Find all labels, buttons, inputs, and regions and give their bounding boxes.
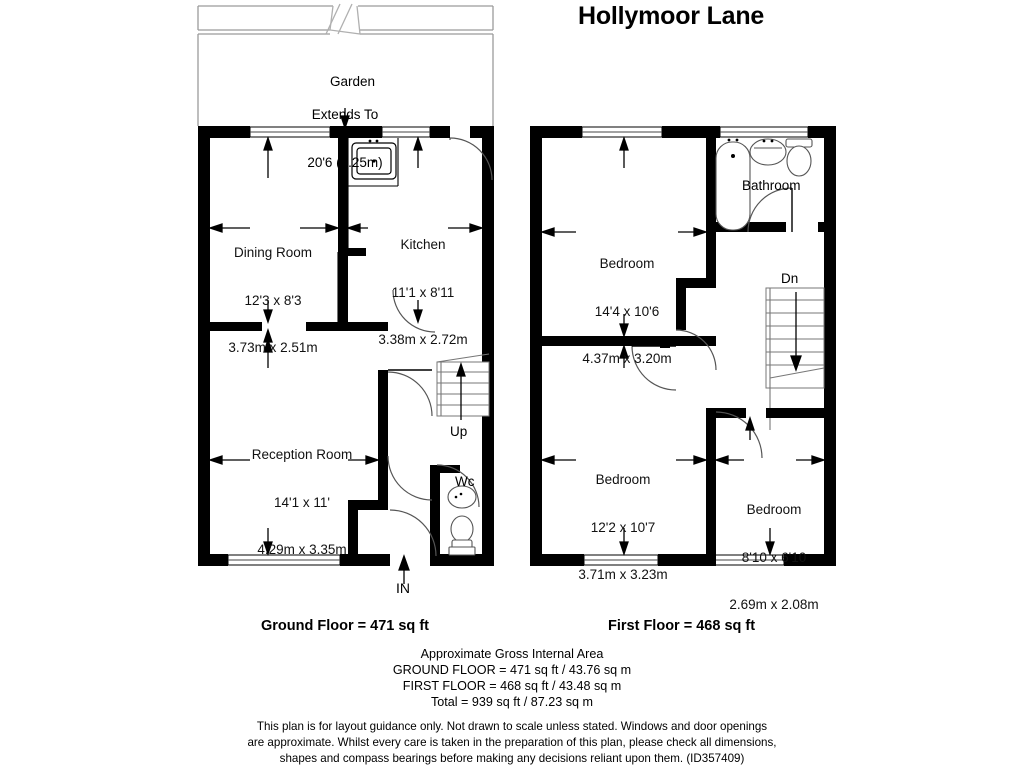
bathroom-sink: [750, 139, 786, 165]
room-label-kitchen: [348, 205, 498, 380]
room-dimension-imperial: 14'1 x 11': [274, 494, 330, 510]
area-summary: [0, 646, 1024, 710]
door-entrance: [390, 510, 436, 556]
disclaimer-line-2: are approximate. Whilst every care is taken in the preparation of this plan, please check all dimensions,: [247, 735, 777, 749]
room-name: Kitchen: [400, 236, 446, 252]
ground-floor-area-label: Ground Floor = 471 sq ft: [261, 618, 429, 634]
wc-fixtures: [448, 486, 476, 555]
room-dimension-metric: 3.71m x 3.23m: [578, 567, 668, 583]
garden-extent-label: [265, 58, 425, 204]
room-name: Dining Room: [233, 244, 313, 260]
disclaimer: [0, 719, 1024, 767]
room-dimension-imperial: 12'2 x 10'7: [590, 519, 656, 535]
room-dimension-metric: 4.29m x 3.35m: [257, 542, 347, 558]
bathroom-label: Bathroom: [742, 178, 801, 193]
room-name: Reception Room: [251, 446, 353, 462]
room-label-bedroom-1: [553, 224, 701, 399]
summary-total: Total = 939 sq ft / 87.23 sq m: [430, 695, 594, 710]
room-name: Bedroom: [595, 471, 651, 487]
stairs-up-label: Up: [450, 424, 468, 439]
room-dimension-imperial: 8'10 x 6'10: [741, 549, 807, 565]
first-floor-area-label: First Floor = 468 sq ft: [608, 618, 756, 634]
summary-ground-floor: GROUND FLOOR = 471 sq ft / 43.76 sq m: [392, 663, 632, 678]
room-dimension-imperial: 11'1 x 8'11: [391, 284, 455, 300]
room-name: Bedroom: [746, 501, 802, 517]
toilet: [786, 139, 812, 176]
entrance-label: IN: [396, 580, 410, 596]
window-bathroom-top: [720, 127, 808, 137]
summary-first-floor: FIRST FLOOR = 468 sq ft / 43.48 sq m: [402, 679, 622, 694]
door-hall-reception-lower: [388, 456, 432, 500]
room-label-reception-room: [222, 415, 382, 590]
garden-line-2: Extends To: [311, 106, 379, 122]
door-bedroom3: [716, 412, 762, 458]
window-bedroom1-top: [582, 127, 662, 137]
room-dimension-metric: 3.38m x 2.72m: [378, 332, 468, 348]
room-dimension-metric: 4.37m x 3.20m: [582, 351, 672, 367]
room-label-bedroom-2: [549, 440, 697, 615]
summary-heading: Approximate Gross Internal Area: [420, 647, 604, 661]
room-dimension-metric: 2.69m x 2.08m: [729, 597, 819, 613]
room-dimension-imperial: 14'4 x 10'6: [594, 303, 660, 319]
room-label-dining-room: [198, 213, 348, 388]
garden-line-1: Garden: [329, 74, 376, 90]
stairs-down-label: Dn: [781, 271, 799, 286]
disclaimer-line-3: shapes and compass bearings before making any decisions reliant upon them. (ID357409): [279, 751, 745, 765]
room-dimension-metric: 3.73m x 2.51m: [228, 340, 318, 356]
garden-line-3: 20'6 (6.25m): [307, 155, 383, 171]
room-name: Bedroom: [599, 255, 655, 271]
room-dimension-imperial: 12'3 x 8'3: [244, 292, 302, 308]
page-title: Hollymoor Lane: [578, 2, 765, 30]
disclaimer-line-1: This plan is for layout guidance only. Not drawn to scale unless stated. Windows and door openings: [256, 720, 768, 733]
wc-label: Wc: [455, 474, 475, 489]
